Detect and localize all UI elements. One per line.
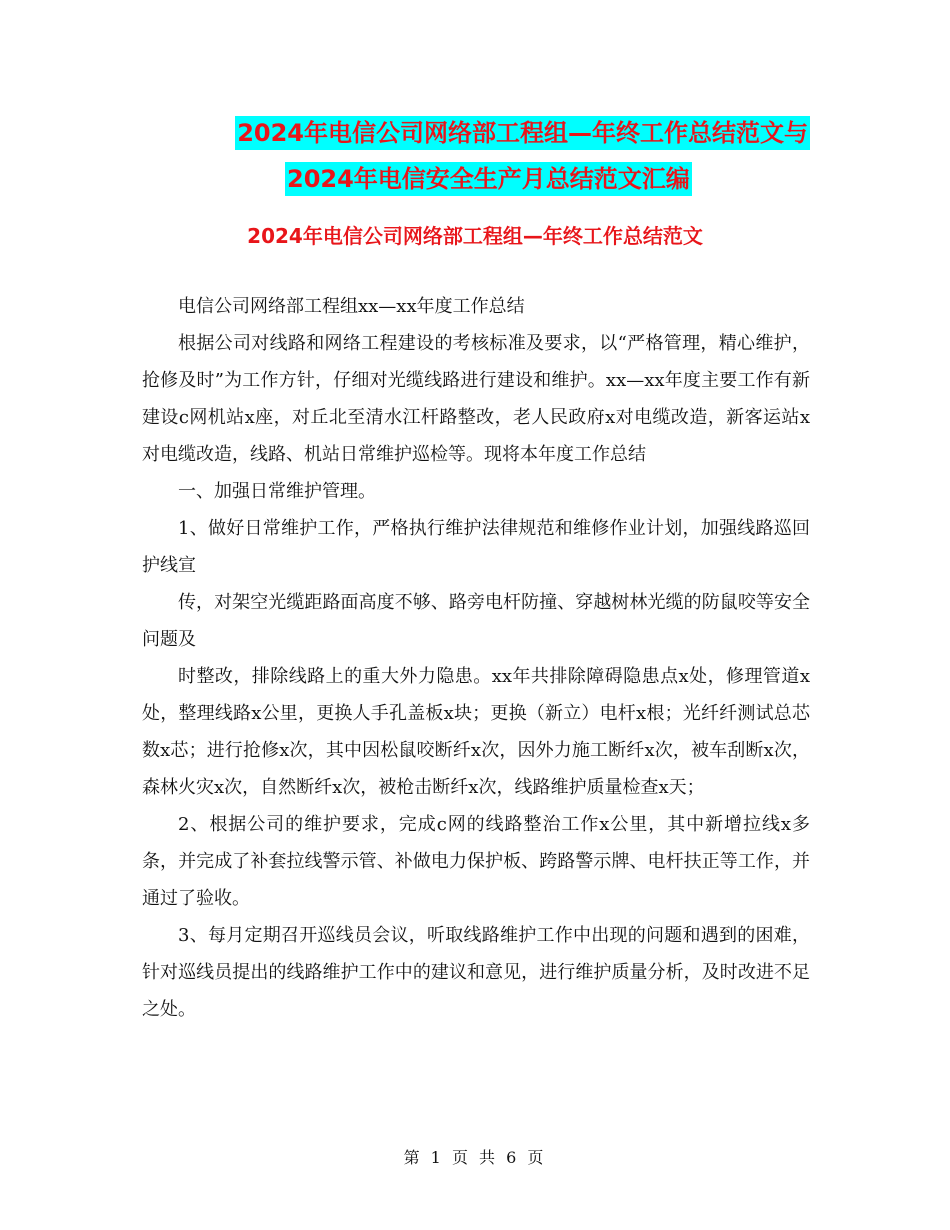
paragraph-item-2: 2、根据公司的维护要求，完成c网的线路整治工作x公里，其中新增拉线x多条，并完成了补套拉线警示管、补做电力保护板、跨路警示牌、电杆扶正等工作，并通过了验收。 — [142, 814, 810, 909]
document-body — [142, 288, 810, 1028]
page-footer: 第 1 页 共 6 页 — [403, 1148, 547, 1167]
main-title-line-1: 2024年电信公司网络部工程组—年终工作总结范文与 — [235, 116, 810, 150]
paragraph-item-1a: 1、做好日常维护工作，严格执行维护法律规范和维修作业计划，加强线路巡回护线宣 — [142, 518, 810, 576]
main-title-line-2: 2024年电信安全生产月总结范文汇编 — [285, 162, 692, 196]
section-title: 2024年电信公司网络部工程组—年终工作总结范文 — [247, 224, 703, 248]
paragraph-item-1b: 传，对架空光缆距路面高度不够、路旁电杆防撞、穿越树林光缆的防鼠咬等安全问题及 — [142, 592, 810, 650]
paragraph-heading-1: 一、加强日常维护管理。 — [178, 481, 376, 502]
paragraph-item-3: 3、每月定期召开巡线员会议，听取线路维护工作中出现的问题和遇到的困难，针对巡线员提出的线路维护工作中的建议和意见，进行维护质量分析，及时改进不足之处。 — [142, 925, 810, 1020]
paragraph-item-1c: 时整改，排除线路上的重大外力隐患。xx年共排除障碍隐患点x处，修理管道x处，整理线路x公里，更换人手孔盖板x块；更换（新立）电杆x根；光纤纤测试总芯数x芯；进行抢修x次，其中因松鼠咬断纤x次，因外力施工断纤x次，被车刮断x次，森林火灾x次，自然断纤x次，被枪击断纤x次，线路维护质量检查x天； — [142, 666, 810, 798]
paragraph-intro: 根据公司对线路和网络工程建设的考核标准及要求，以“严格管理，精心维护，抢修及时”为工作方针，仔细对光缆线路进行建设和维护。xx—xx年度主要工作有新建设c网机站x座，对丘北至清水江杆路整改，老人民政府x对电缆改造，新客运站x对电缆改造，线路、机站日常维护巡检等。现将本年度工作总结 — [142, 333, 810, 465]
paragraph-subtitle: 电信公司网络部工程组xx—xx年度工作总结 — [178, 296, 525, 317]
document-main-title — [140, 110, 810, 202]
